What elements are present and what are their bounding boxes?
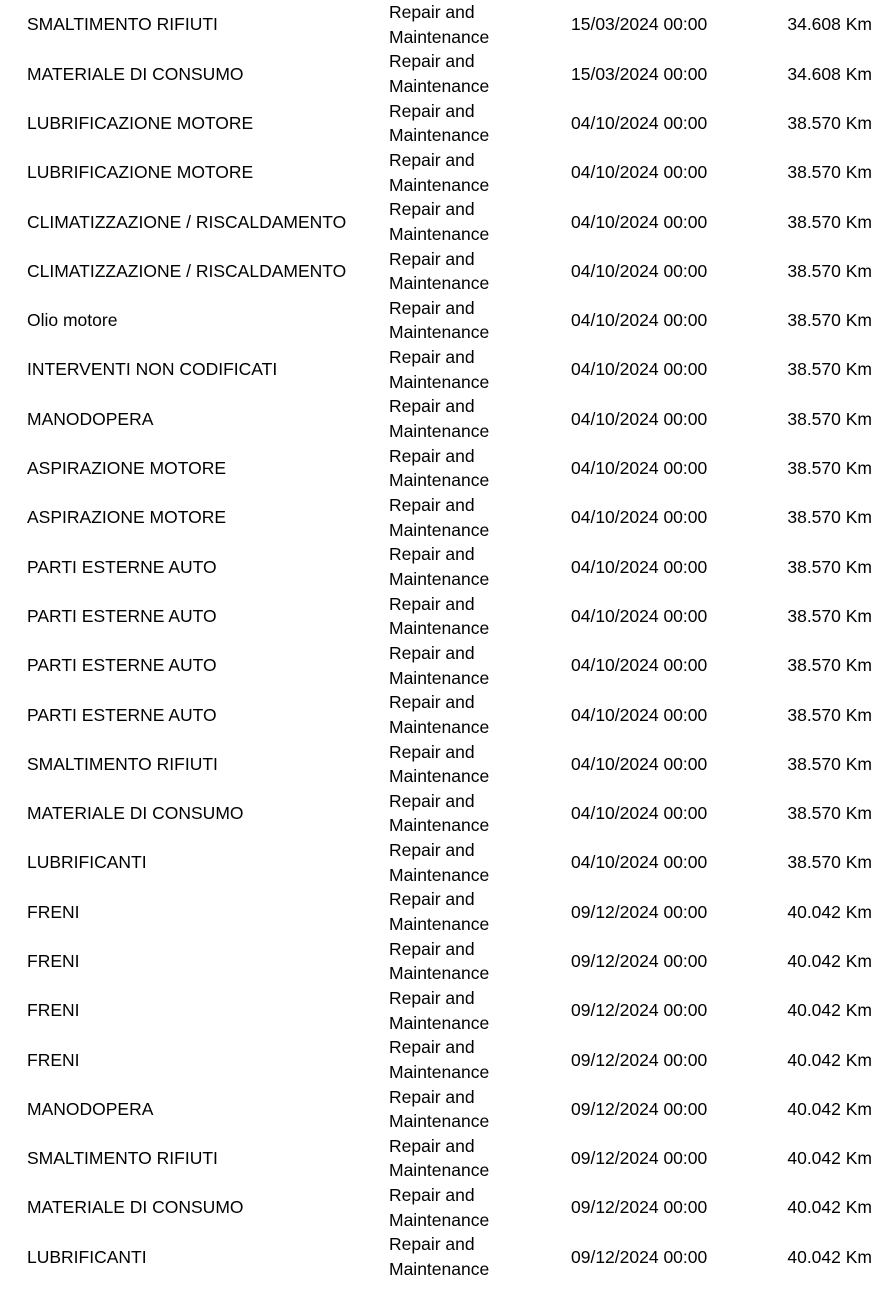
cell-category-line1: Repair and <box>389 1135 475 1156</box>
cell-date: 04/10/2024 00:00 <box>571 458 708 479</box>
cell-odometer: 40.042 Km <box>787 1098 872 1119</box>
cell-category-line2: Maintenance <box>389 1160 490 1181</box>
cell-category <box>389 542 571 591</box>
cell-date: 04/10/2024 00:00 <box>571 605 708 626</box>
cell-category-line2: Maintenance <box>389 716 490 737</box>
cell-category-line1: Repair and <box>389 297 475 318</box>
cell-date: 09/12/2024 00:00 <box>571 1049 708 1070</box>
cell-category <box>389 0 571 49</box>
cell-category-line1: Repair and <box>389 495 475 516</box>
cell-description: LUBRIFICAZIONE MOTORE <box>27 112 254 133</box>
cell-date: 04/10/2024 00:00 <box>571 359 708 380</box>
cell-odometer: 40.042 Km <box>787 1197 872 1218</box>
cell-category-line2: Maintenance <box>389 174 490 195</box>
cell-category <box>389 690 571 739</box>
cell-category <box>389 986 571 1035</box>
cell-category-line1: Repair and <box>389 2 475 23</box>
cell-odometer: 38.570 Km <box>787 359 872 380</box>
cell-description: MANODOPERA <box>27 1098 154 1119</box>
cell-description: FRENI <box>27 950 80 971</box>
table-row[interactable] <box>0 739 893 788</box>
table-row[interactable] <box>0 148 893 197</box>
cell-category <box>389 1232 571 1281</box>
cell-category <box>389 493 571 542</box>
table-row[interactable] <box>0 197 893 246</box>
cell-category-line1: Repair and <box>389 100 475 121</box>
cell-description: MATERIALE DI CONSUMO <box>27 63 244 84</box>
cell-description: FRENI <box>27 1000 80 1021</box>
cell-category-line1: Repair and <box>389 938 475 959</box>
table-row[interactable] <box>0 345 893 394</box>
cell-date: 09/12/2024 00:00 <box>571 1148 708 1169</box>
cell-odometer: 38.570 Km <box>787 655 872 676</box>
cell-description: SMALTIMENTO RIFIUTI <box>27 1148 218 1169</box>
cell-category-line2: Maintenance <box>389 470 490 491</box>
table-row[interactable] <box>0 986 893 1035</box>
cell-description: MATERIALE DI CONSUMO <box>27 803 244 824</box>
cell-description: ASPIRAZIONE MOTORE <box>27 458 227 479</box>
cell-category-line1: Repair and <box>389 199 475 220</box>
cell-date: 04/10/2024 00:00 <box>571 408 708 429</box>
cell-description: FRENI <box>27 1049 80 1070</box>
cell-category-line2: Maintenance <box>389 125 490 146</box>
cell-date: 04/10/2024 00:00 <box>571 211 708 232</box>
cell-date: 04/10/2024 00:00 <box>571 162 708 183</box>
cell-category-line2: Maintenance <box>389 26 490 47</box>
cell-description: MANODOPERA <box>27 408 154 429</box>
cell-category-line2: Maintenance <box>389 371 490 392</box>
cell-date: 09/12/2024 00:00 <box>571 950 708 971</box>
cell-category-line1: Repair and <box>389 396 475 417</box>
cell-date: 15/03/2024 00:00 <box>571 14 708 35</box>
cell-date: 09/12/2024 00:00 <box>571 1098 708 1119</box>
cell-description: LUBRIFICANTI <box>27 852 147 873</box>
cell-date: 04/10/2024 00:00 <box>571 112 708 133</box>
cell-date: 15/03/2024 00:00 <box>571 63 708 84</box>
cell-category <box>389 887 571 936</box>
cell-odometer: 38.570 Km <box>787 507 872 528</box>
table-row[interactable] <box>0 394 893 443</box>
cell-date: 09/12/2024 00:00 <box>571 1246 708 1267</box>
table-row[interactable] <box>0 690 893 739</box>
table-row[interactable] <box>0 0 893 49</box>
cell-description: PARTI ESTERNE AUTO <box>27 556 217 577</box>
cell-category-line2: Maintenance <box>389 815 490 836</box>
cell-category-line1: Repair and <box>389 445 475 466</box>
cell-category-line1: Repair and <box>389 790 475 811</box>
cell-category <box>389 49 571 98</box>
cell-category <box>389 1035 571 1084</box>
cell-category-line2: Maintenance <box>389 75 490 96</box>
cell-category-line2: Maintenance <box>389 519 490 540</box>
cell-category-line2: Maintenance <box>389 322 490 343</box>
cell-odometer: 38.570 Km <box>787 753 872 774</box>
cell-category <box>389 444 571 493</box>
cell-odometer: 40.042 Km <box>787 1148 872 1169</box>
cell-description: ASPIRAZIONE MOTORE <box>27 507 227 528</box>
cell-category-line1: Repair and <box>389 544 475 565</box>
table-row[interactable] <box>0 592 893 641</box>
cell-date: 09/12/2024 00:00 <box>571 1197 708 1218</box>
table-row[interactable] <box>0 542 893 591</box>
cell-description: CLIMATIZZAZIONE / RISCALDAMENTO <box>27 260 347 281</box>
table-row[interactable] <box>0 493 893 542</box>
cell-category-line2: Maintenance <box>389 223 490 244</box>
cell-category-line1: Repair and <box>389 692 475 713</box>
cell-category-line2: Maintenance <box>389 1111 490 1132</box>
cell-category <box>389 739 571 788</box>
cell-category-line2: Maintenance <box>389 766 490 787</box>
cell-category-line2: Maintenance <box>389 913 490 934</box>
cell-category <box>389 641 571 690</box>
cell-category <box>389 394 571 443</box>
cell-category <box>389 296 571 345</box>
cell-date: 04/10/2024 00:00 <box>571 753 708 774</box>
table-row[interactable] <box>0 641 893 690</box>
table-row[interactable] <box>0 937 893 986</box>
cell-date: 04/10/2024 00:00 <box>571 310 708 331</box>
cell-odometer: 38.570 Km <box>787 112 872 133</box>
table-row[interactable] <box>0 1183 893 1232</box>
cell-category-line1: Repair and <box>389 889 475 910</box>
table-row[interactable] <box>0 99 893 148</box>
cell-odometer: 38.570 Km <box>787 852 872 873</box>
cell-description: PARTI ESTERNE AUTO <box>27 655 217 676</box>
cell-category-line1: Repair and <box>389 593 475 614</box>
cell-category <box>389 789 571 838</box>
cell-description: SMALTIMENTO RIFIUTI <box>27 14 218 35</box>
cell-category <box>389 148 571 197</box>
cell-date: 04/10/2024 00:00 <box>571 655 708 676</box>
cell-odometer: 40.042 Km <box>787 1049 872 1070</box>
cell-description: Olio motore <box>27 310 118 331</box>
cell-odometer: 38.570 Km <box>787 458 872 479</box>
cell-category <box>389 345 571 394</box>
cell-category <box>389 246 571 295</box>
cell-category <box>389 197 571 246</box>
table-row[interactable] <box>0 1085 893 1134</box>
cell-category-line2: Maintenance <box>389 618 490 639</box>
cell-category-line2: Maintenance <box>389 273 490 294</box>
cell-date: 09/12/2024 00:00 <box>571 901 708 922</box>
cell-date: 04/10/2024 00:00 <box>571 852 708 873</box>
table-row[interactable] <box>0 887 893 936</box>
cell-odometer: 34.608 Km <box>787 14 872 35</box>
cell-odometer: 38.570 Km <box>787 704 872 725</box>
cell-odometer: 38.570 Km <box>787 605 872 626</box>
cell-date: 04/10/2024 00:00 <box>571 704 708 725</box>
cell-category-line2: Maintenance <box>389 1061 490 1082</box>
cell-category <box>389 937 571 986</box>
cell-category-line1: Repair and <box>389 987 475 1008</box>
cell-odometer: 40.042 Km <box>787 1000 872 1021</box>
cell-description: PARTI ESTERNE AUTO <box>27 605 217 626</box>
cell-odometer: 38.570 Km <box>787 310 872 331</box>
cell-category-line2: Maintenance <box>389 667 490 688</box>
cell-odometer: 38.570 Km <box>787 408 872 429</box>
cell-category-line2: Maintenance <box>389 963 490 984</box>
cell-date: 04/10/2024 00:00 <box>571 260 708 281</box>
cell-category-line1: Repair and <box>389 1185 475 1206</box>
cell-category <box>389 592 571 641</box>
cell-odometer: 34.608 Km <box>787 63 872 84</box>
cell-odometer: 40.042 Km <box>787 901 872 922</box>
cell-odometer: 40.042 Km <box>787 950 872 971</box>
cell-category-line2: Maintenance <box>389 864 490 885</box>
table-row[interactable] <box>0 296 893 345</box>
cell-category <box>389 1134 571 1183</box>
cell-category-line2: Maintenance <box>389 1012 490 1033</box>
cell-odometer: 38.570 Km <box>787 260 872 281</box>
cell-category <box>389 838 571 887</box>
cell-description: MATERIALE DI CONSUMO <box>27 1197 244 1218</box>
table-row[interactable] <box>0 1232 893 1281</box>
cell-date: 04/10/2024 00:00 <box>571 803 708 824</box>
table-row[interactable] <box>0 246 893 295</box>
cell-date: 04/10/2024 00:00 <box>571 507 708 528</box>
cell-description: FRENI <box>27 901 80 922</box>
cell-description: INTERVENTI NON CODIFICATI <box>27 359 278 380</box>
table-row[interactable] <box>0 1035 893 1084</box>
cell-odometer: 38.570 Km <box>787 211 872 232</box>
cell-description: SMALTIMENTO RIFIUTI <box>27 753 218 774</box>
cell-category-line1: Repair and <box>389 1234 475 1255</box>
cell-description: PARTI ESTERNE AUTO <box>27 704 217 725</box>
cell-category-line1: Repair and <box>389 51 475 72</box>
cell-category-line1: Repair and <box>389 741 475 762</box>
cell-date: 04/10/2024 00:00 <box>571 556 708 577</box>
cell-category-line1: Repair and <box>389 248 475 269</box>
cell-category-line2: Maintenance <box>389 421 490 442</box>
cell-category-line1: Repair and <box>389 840 475 861</box>
cell-odometer: 38.570 Km <box>787 556 872 577</box>
cell-odometer: 38.570 Km <box>787 162 872 183</box>
cell-category-line1: Repair and <box>389 642 475 663</box>
cell-description: LUBRIFICAZIONE MOTORE <box>27 162 254 183</box>
cell-odometer: 38.570 Km <box>787 803 872 824</box>
cell-category-line1: Repair and <box>389 1037 475 1058</box>
table-row[interactable] <box>0 838 893 887</box>
table-row[interactable] <box>0 444 893 493</box>
cell-category <box>389 1183 571 1232</box>
cell-description: LUBRIFICANTI <box>27 1246 147 1267</box>
cell-category-line2: Maintenance <box>389 1209 490 1230</box>
table-row[interactable] <box>0 49 893 98</box>
cell-category-line1: Repair and <box>389 347 475 368</box>
cell-category <box>389 99 571 148</box>
cell-category-line1: Repair and <box>389 149 475 170</box>
cell-category <box>389 1085 571 1134</box>
table-row[interactable] <box>0 789 893 838</box>
cell-odometer: 40.042 Km <box>787 1246 872 1267</box>
cell-category-line2: Maintenance <box>389 568 490 589</box>
cell-date: 09/12/2024 00:00 <box>571 1000 708 1021</box>
cell-category-line1: Repair and <box>389 1086 475 1107</box>
cell-category-line2: Maintenance <box>389 1259 490 1280</box>
table-row[interactable] <box>0 1134 893 1183</box>
cell-description: CLIMATIZZAZIONE / RISCALDAMENTO <box>27 211 347 232</box>
